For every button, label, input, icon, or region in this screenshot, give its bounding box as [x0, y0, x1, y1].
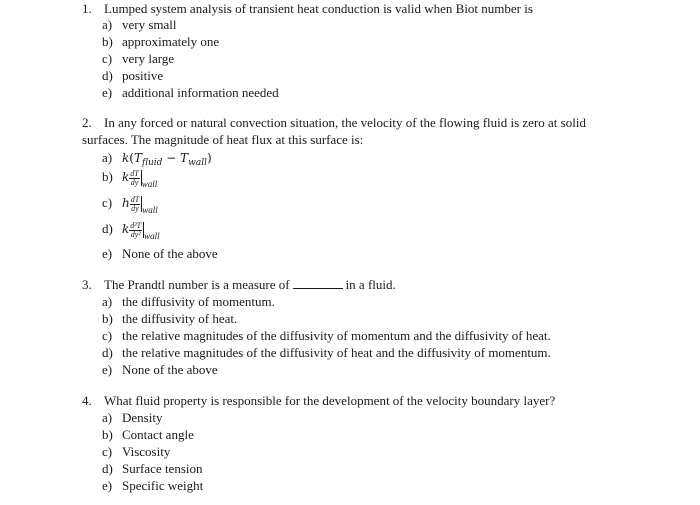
option-text: the diffusivity of heat.: [122, 311, 238, 326]
derivative-fraction: [130, 196, 140, 213]
question-text: What fluid property is responsible for the development of the velocity boundary layer?: [104, 393, 556, 408]
option-1b: [102, 33, 219, 50]
answer-blank: [293, 278, 343, 289]
wall-subscript: wall: [144, 231, 160, 241]
option-4d: [102, 460, 203, 477]
option-letter: a): [102, 294, 113, 309]
formula: [122, 151, 212, 168]
option-letter: d): [102, 345, 113, 360]
option-2e: [102, 245, 218, 262]
option-text: very large: [122, 51, 175, 66]
denominator: dy: [130, 177, 139, 187]
option-text: very small: [122, 17, 177, 32]
option-4a: [102, 409, 162, 426]
option-text: Viscosity: [122, 444, 171, 459]
option-letter: b): [102, 427, 113, 442]
question-number: 1.: [82, 1, 92, 16]
denominator: dy²: [130, 229, 141, 239]
option-letter: c): [102, 444, 113, 459]
option-letter: a): [102, 410, 113, 425]
t-symbol: T: [133, 151, 142, 165]
option-2a: [102, 149, 212, 166]
option-2b: [102, 168, 157, 188]
option-text: the diffusivity of momentum.: [122, 294, 275, 309]
derivative-fraction: [129, 170, 139, 187]
option-3d: [102, 344, 551, 361]
option-3a: [102, 293, 275, 310]
question-text-line1: In any forced or natural convection situation, the velocity of the flowing fluid is zero at solid: [104, 115, 586, 130]
minus-sign: −: [162, 151, 181, 165]
option-letter: d): [102, 461, 113, 476]
option-1c: [102, 50, 174, 67]
option-text: Surface tension: [122, 461, 203, 476]
option-text: the relative magnitudes of the diffusivity of momentum and the diffusivity of heat.: [122, 328, 551, 343]
option-4c: [102, 443, 170, 460]
option-text: Contact angle: [122, 427, 194, 442]
k-symbol: k: [122, 151, 130, 165]
derivative-fraction: [129, 222, 142, 239]
question-number: 2.: [82, 115, 92, 130]
option-2d: [102, 220, 160, 240]
question-text: [104, 276, 640, 293]
option-letter: b): [102, 169, 113, 184]
option-1e: [102, 84, 279, 101]
numerator: d²T: [130, 220, 142, 230]
option-letter: c): [102, 195, 113, 210]
close-paren: ): [206, 151, 212, 165]
question-number: 4.: [82, 393, 92, 408]
question-text-after: in a fluid.: [345, 277, 396, 292]
wall-subscript: wall: [141, 179, 158, 189]
question-number: 3.: [82, 277, 92, 292]
option-3b: [102, 310, 237, 327]
numerator: dT: [130, 194, 140, 204]
option-text: None of the above: [122, 362, 218, 377]
option-2c: [102, 194, 158, 214]
question-text-line2: surfaces. The magnitude of heat flux at this surface is:: [82, 132, 364, 147]
coefficient: h: [122, 196, 130, 210]
t-symbol: T: [180, 151, 189, 165]
option-letter: b): [102, 311, 113, 326]
question-text: Lumped system analysis of transient heat conduction is valid when Biot number is: [104, 1, 533, 16]
option-3c: [102, 327, 551, 344]
question-text-before: The Prandtl number is a measure of: [104, 277, 290, 292]
question-2-continued: [82, 131, 640, 148]
option-letter: b): [102, 34, 113, 49]
option-text: None of the above: [122, 246, 218, 261]
option-letter: d): [102, 68, 113, 83]
wall-subscript: wall: [142, 205, 158, 215]
option-letter: e): [102, 478, 113, 493]
option-letter: d): [102, 221, 113, 236]
option-letter: e): [102, 85, 113, 100]
wall-subscript: wall: [188, 158, 207, 168]
option-letter: e): [102, 246, 113, 261]
denominator: dy: [131, 203, 139, 213]
option-text: additional information needed: [122, 85, 279, 100]
option-letter: c): [102, 328, 113, 343]
option-text: positive: [122, 68, 164, 83]
option-1d: [102, 67, 163, 84]
option-text: the relative magnitudes of the diffusivity of heat and the diffusivity of momentum.: [122, 345, 551, 360]
coefficient: k: [122, 222, 130, 236]
option-text: approximately one: [122, 34, 220, 49]
option-4e: [102, 477, 203, 494]
open-paren: (: [129, 151, 134, 165]
option-letter: a): [102, 17, 113, 32]
fluid-subscript: fluid: [141, 158, 163, 168]
coefficient: k: [122, 170, 130, 184]
option-letter: a): [102, 150, 113, 165]
option-1a: [102, 16, 177, 33]
option-text: Specific weight: [122, 478, 204, 493]
option-letter: e): [102, 362, 113, 377]
option-text: Density: [122, 410, 163, 425]
option-letter: c): [102, 51, 113, 66]
numerator: dT: [130, 168, 139, 178]
option-4b: [102, 426, 194, 443]
option-3e: [102, 361, 218, 378]
